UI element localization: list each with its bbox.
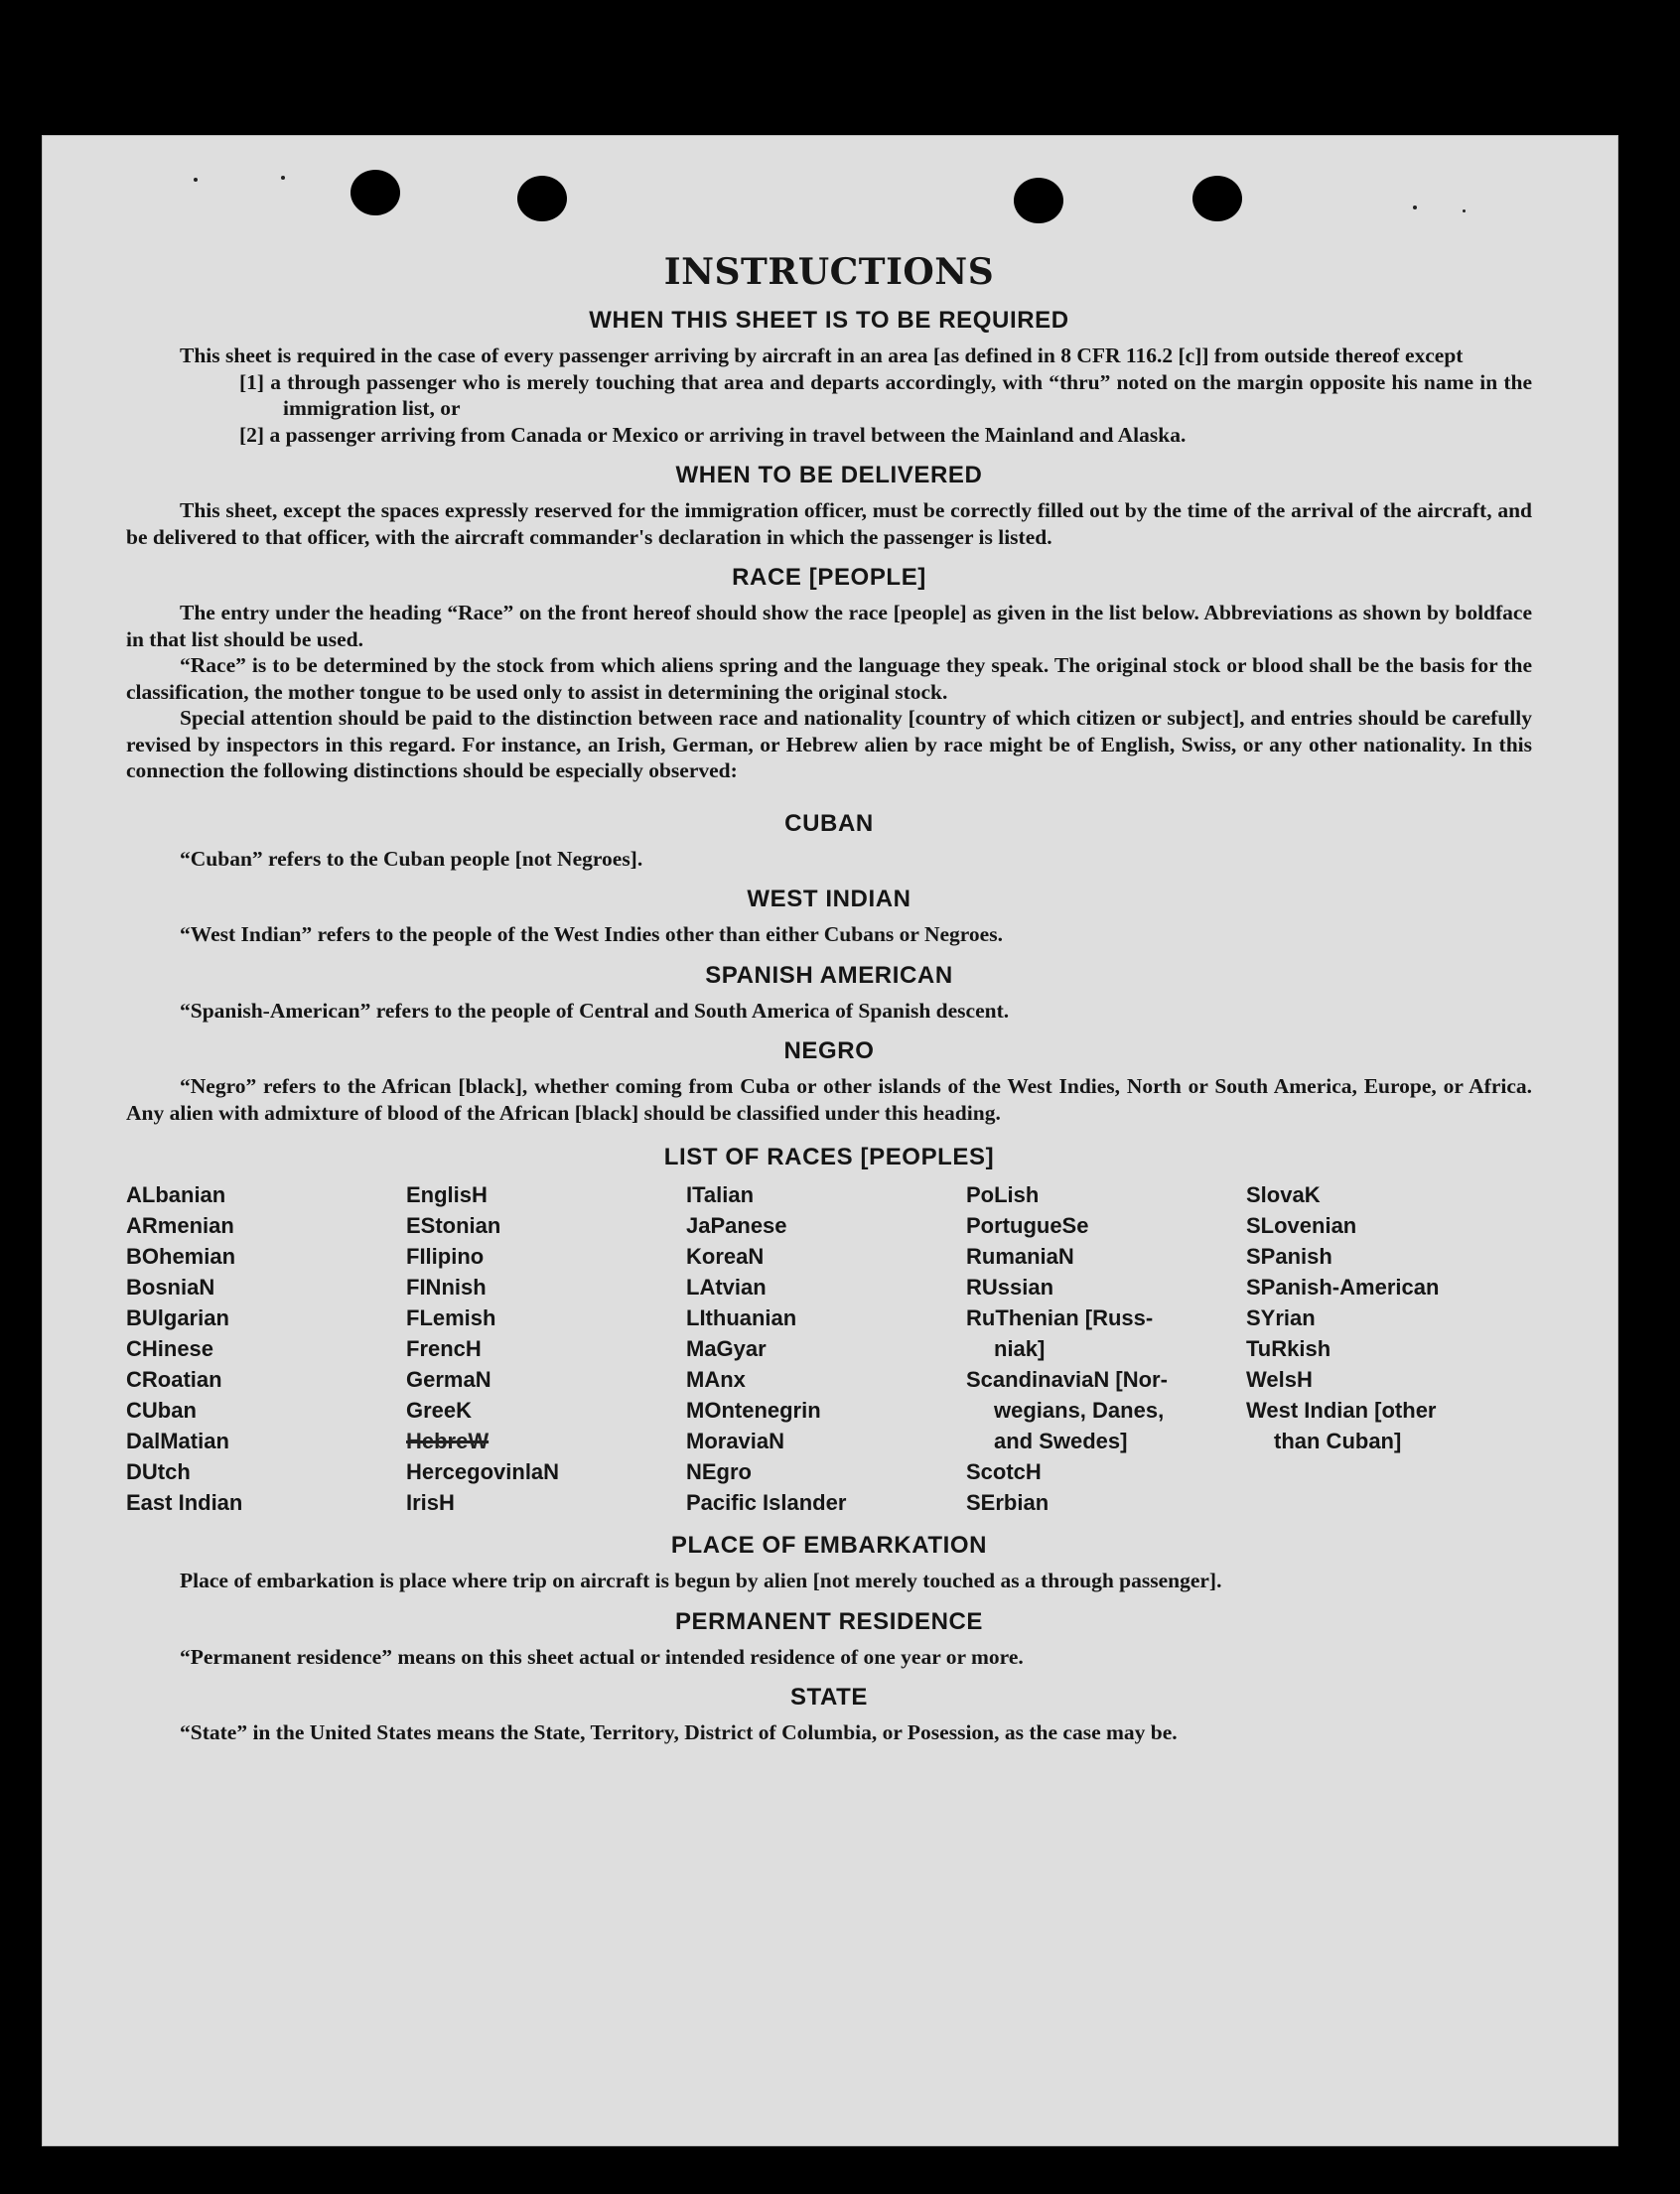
race-item: TuRkish <box>1246 1336 1331 1361</box>
race-item: PortugueSe <box>966 1213 1089 1238</box>
instructions-content <box>126 251 1532 1746</box>
race-item: SlovaK <box>1246 1182 1321 1207</box>
race-item: ITalian <box>686 1182 755 1207</box>
heading-cuban: CUBAN <box>784 809 874 837</box>
race-item-continued: and Swedes] <box>994 1429 1128 1453</box>
race-item: SErbian <box>966 1490 1050 1515</box>
race-item: MAnx <box>686 1367 746 1392</box>
race-item-continued: wegians, Danes, <box>994 1398 1165 1423</box>
races-column-3 <box>686 1179 966 1518</box>
punch-hole <box>517 176 567 221</box>
heading-when-delivered: WHEN TO BE DELIVERED <box>675 462 983 488</box>
paper-speck <box>281 176 285 180</box>
race-item-struck: HebreW <box>406 1429 490 1453</box>
race-item: MOntenegrin <box>686 1398 821 1423</box>
heading-race: RACE [PEOPLE] <box>732 564 926 591</box>
race-item: ALbanian <box>126 1182 226 1207</box>
race-item: ARmenian <box>126 1213 234 1238</box>
delivered-text: This sheet, except the spaces expressly reserved for the immigration officer, must be correctly filled out by the time of the arrival of the aircraft, and be delivered to that officer, with the aircraft commander's declaration in which the passenger is listed. <box>126 498 1532 549</box>
race-item: MoraviaN <box>686 1429 785 1453</box>
punch-hole <box>350 170 400 215</box>
race-item: BOhemian <box>126 1244 236 1269</box>
race-item: HercegovinlaN <box>406 1459 560 1484</box>
cuban-text: “Cuban” refers to the Cuban people [not Negroes]. <box>180 846 643 871</box>
race-paragraph-2: “Race” is to be determined by the stock from which aliens spring and the language they speak. The original stock or blood shall be the basis for the classification, the mother tongue to be used only to assist in determining the original stock. <box>126 653 1532 704</box>
heading-state: STATE <box>789 1684 869 1711</box>
heading-negro: NEGRO <box>783 1037 875 1064</box>
race-item: WelsH <box>1246 1367 1313 1392</box>
required-exception-1: [1] a through passenger who is merely touching that area and departs accordingly, with “thru” noted on the margin opposite his name in the immigration list, or <box>239 369 1532 420</box>
race-item: CUban <box>126 1398 197 1423</box>
race-item: IrisH <box>406 1490 455 1515</box>
race-paragraph-1: The entry under the heading “Race” on the front hereof should show the race [people] as given in the list below. Abbreviations as shown by boldface in that list should be used. <box>126 601 1532 651</box>
race-item: DUtch <box>126 1459 191 1484</box>
race-item: FIlipino <box>406 1244 485 1269</box>
negro-text: “Negro” refers to the African [black], whether coming from Cuba or other islands of the West Indies, North or South America, Europe, or Africa. Any alien with admixture of blood of the African [black] should be classified under this heading. <box>126 1074 1532 1125</box>
race-item: RumaniaN <box>966 1244 1074 1269</box>
race-item: FLemish <box>406 1305 496 1330</box>
race-item: West Indian [other <box>1246 1398 1437 1423</box>
race-item: GermaN <box>406 1367 491 1392</box>
race-item: ScotcH <box>966 1459 1042 1484</box>
page-title: INSTRUCTIONS <box>663 251 995 293</box>
races-column-4 <box>966 1179 1246 1518</box>
state-text: “State” in the United States means the State, Territory, District of Columbia, or Posession, as the case may be. <box>180 1720 1178 1744</box>
residence-text: “Permanent residence” means on this sheet actual or intended residence of one year or more. <box>180 1644 1024 1669</box>
document-sheet <box>42 135 1618 2146</box>
paper-speck <box>1413 206 1417 209</box>
race-item: SPanish <box>1246 1244 1332 1269</box>
races-list <box>126 1179 1532 1518</box>
required-exception-2: [2] a passenger arriving from Canada or Mexico or arriving in travel between the Mainland and Alaska. <box>239 422 1187 447</box>
race-item: LIthuanian <box>686 1305 797 1330</box>
race-item: NEgro <box>686 1459 752 1484</box>
race-item: DalMatian <box>126 1429 229 1453</box>
paper-speck <box>194 178 198 182</box>
race-item: MaGyar <box>686 1336 767 1361</box>
race-item: BosniaN <box>126 1275 215 1300</box>
race-item: RuThenian [Russ- <box>966 1305 1154 1330</box>
paper-speck <box>1463 209 1466 212</box>
races-column-1 <box>126 1179 406 1518</box>
heading-list-of-races: LIST OF RACES [PEOPLES] <box>663 1144 995 1170</box>
heading-permanent-residence: PERMANENT RESIDENCE <box>674 1607 984 1635</box>
race-item: SYrian <box>1246 1305 1316 1330</box>
race-item: PoLish <box>966 1182 1040 1207</box>
west-indian-text: “West Indian” refers to the people of the West Indies other than either Cubans or Negroes. <box>180 922 1003 946</box>
race-item-continued: than Cuban] <box>1274 1429 1402 1453</box>
required-intro: This sheet is required in the case of every passenger arriving by aircraft in an area [as defined in 8 CFR 116.2 [c]] from outside thereof except <box>180 343 1464 367</box>
heading-place-of-embarkation: PLACE OF EMBARKATION <box>670 1532 988 1559</box>
race-item: CHinese <box>126 1336 214 1361</box>
race-paragraph-3: Special attention should be paid to the distinction between race and nationality [country of which citizen or subject], and entries should be carefully revised by inspectors in this regard. For instance, an Irish, German, or Hebrew alien by race might be of English, Swiss, or any other nationality. In this connection the following distinctions should be especially observed: <box>126 706 1532 782</box>
embarkation-text: Place of embarkation is place where trip on aircraft is begun by alien [not merely touched as a through passenger]. <box>180 1569 1222 1592</box>
race-item-continued: niak] <box>994 1336 1046 1361</box>
races-column-2 <box>406 1179 686 1518</box>
race-item: BUlgarian <box>126 1305 229 1330</box>
race-item: JaPanese <box>686 1213 787 1238</box>
heading-spanish-american: SPANISH AMERICAN <box>705 961 953 989</box>
race-item: East Indian <box>126 1490 243 1515</box>
race-item: RUssian <box>966 1275 1054 1300</box>
races-column-5 <box>1246 1179 1526 1518</box>
heading-west-indian: WEST INDIAN <box>747 886 911 912</box>
spanish-american-text: “Spanish-American” refers to the people of Central and South America of Spanish descent. <box>180 998 1010 1023</box>
race-item: SPanish-American <box>1246 1275 1440 1300</box>
race-item: EnglisH <box>406 1182 488 1207</box>
race-item: KoreaN <box>686 1244 765 1269</box>
race-item: CRoatian <box>126 1367 222 1392</box>
race-item: ScandinaviaN [Nor- <box>966 1367 1168 1392</box>
race-item: FrencH <box>406 1336 482 1361</box>
punch-hole <box>1014 178 1063 223</box>
race-item: EStonian <box>406 1213 501 1238</box>
heading-when-required: WHEN THIS SHEET IS TO BE REQUIRED <box>589 307 1069 334</box>
race-item: LAtvian <box>686 1275 767 1300</box>
race-item: SLovenian <box>1246 1213 1357 1238</box>
race-item: Pacific Islander <box>686 1490 847 1515</box>
race-item: FINnish <box>406 1275 487 1300</box>
punch-hole <box>1192 176 1242 221</box>
race-item: GreeK <box>406 1398 473 1423</box>
